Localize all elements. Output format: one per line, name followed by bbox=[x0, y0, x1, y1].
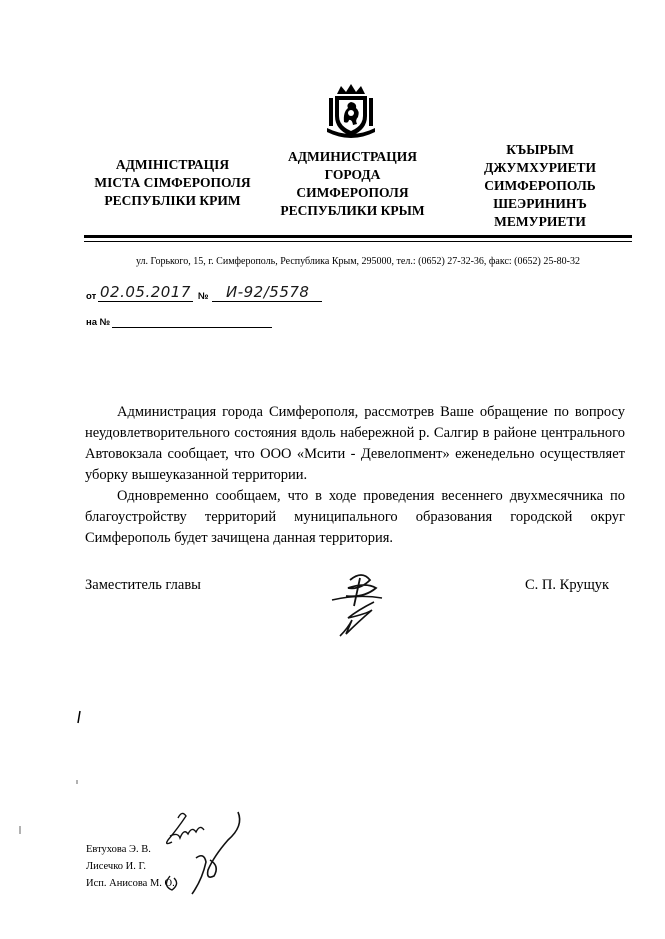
header-ukrainian-name bbox=[80, 156, 265, 210]
body-paragraph: Администрация города Симферополя, рассмотрев Ваше обращение по вопросу неудовлетворительного состояния вдоль набережной р. Салгир в районе центрального Автовокзала сообщает, что ООО «Мсити - Девелопмент» еженедельно осуществляет уборку вышеуказанной территории. bbox=[85, 404, 625, 483]
header-line: ГОРОДА bbox=[324, 167, 381, 182]
stray-mark bbox=[74, 772, 80, 790]
header-divider-thick bbox=[84, 235, 632, 238]
letter-body bbox=[85, 402, 625, 549]
header-line: КЪЫРЫМ bbox=[506, 142, 574, 157]
approval-initials bbox=[148, 806, 258, 911]
date-value: 02.05.2017 bbox=[100, 283, 191, 301]
handwritten-signature bbox=[318, 566, 398, 651]
header-line: РЕСПУБЛІКИ КРИМ bbox=[104, 193, 241, 208]
executor-name: Евтухова Э. В. bbox=[86, 844, 151, 855]
date-label: от bbox=[86, 291, 97, 302]
number-value: И-92/5578 bbox=[226, 283, 310, 301]
reply-underline bbox=[112, 327, 272, 328]
header-line: РЕСПУБЛИКИ КРЫМ bbox=[280, 203, 425, 218]
header-line: СИМФЕРОПОЛЯ bbox=[296, 185, 409, 200]
header-line: МЕМУРИЕТИ bbox=[494, 214, 586, 229]
header-line: СИМФЕРОПОЛЬ bbox=[484, 178, 596, 193]
executor-name: Лисечко И. Г. bbox=[86, 861, 146, 872]
header-crimean-tatar-name bbox=[470, 141, 610, 231]
number-underline bbox=[212, 301, 322, 302]
header-russian-name bbox=[270, 148, 435, 220]
number-label: № bbox=[198, 291, 209, 302]
header-line: МІСТА СІМФЕРОПОЛЯ bbox=[94, 175, 251, 190]
organization-address: ул. Горького, 15, г. Симферополь, Республика Крым, 295000, тел.: (0652) 27-32-36, факс: (0652) 25-80-32 bbox=[135, 256, 580, 267]
body-paragraph: Одновременно сообщаем, что в ходе проведения весеннего двухмесячника по благоустройству территорий муниципального образования городской округ Симферополь будет зачищена данная территория. bbox=[85, 488, 625, 546]
header-line: ДЖУМХУРИЕТИ bbox=[483, 160, 596, 175]
date-underline bbox=[98, 301, 193, 302]
crimea-coat-of-arms-icon bbox=[327, 84, 375, 138]
reply-label: на № bbox=[86, 317, 111, 328]
header-line: АДМИНИСТРАЦИЯ bbox=[287, 149, 418, 164]
header-divider-thin bbox=[84, 241, 632, 242]
header-line: АДМІНІСТРАЦІЯ bbox=[115, 157, 230, 172]
header-line: ШЕЭРИНИНЪ bbox=[493, 196, 587, 211]
signatory-name: С. П. Крущук bbox=[525, 577, 610, 593]
signatory-position: Заместитель главы bbox=[85, 577, 201, 593]
stray-mark bbox=[76, 710, 82, 729]
executor-name: Исп. Анисова М. О. bbox=[86, 878, 175, 889]
stray-mark bbox=[18, 822, 22, 840]
